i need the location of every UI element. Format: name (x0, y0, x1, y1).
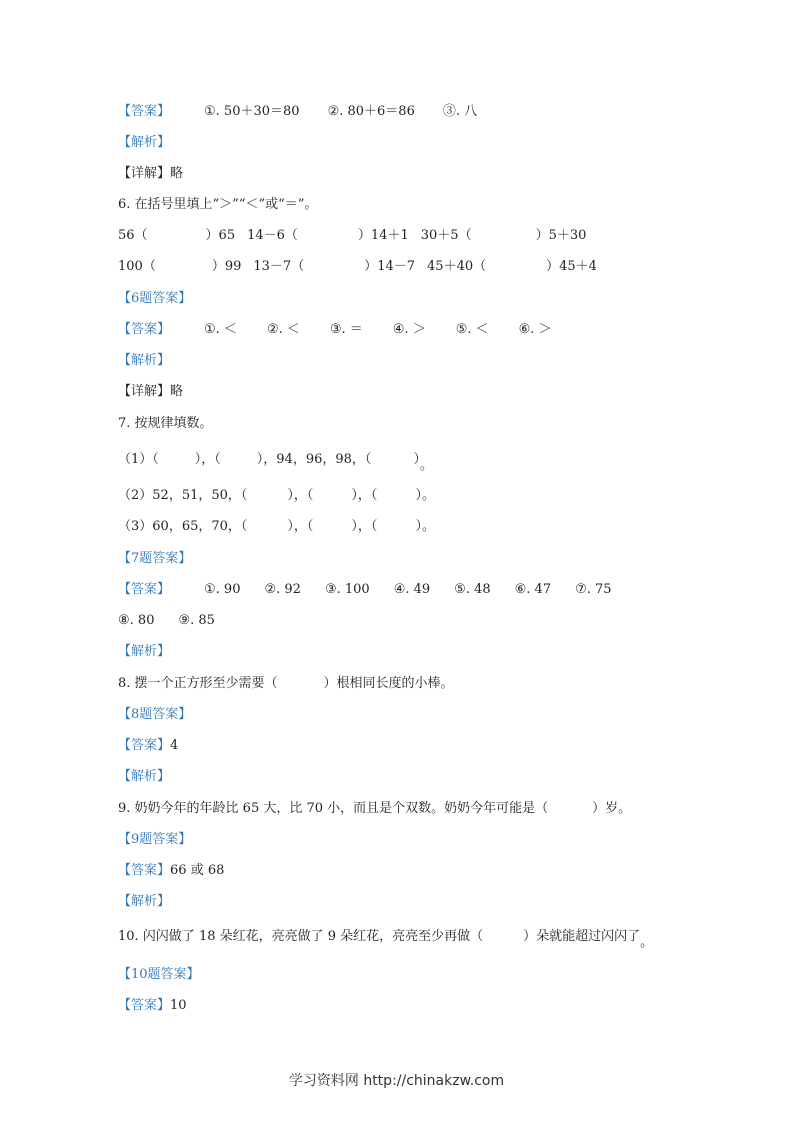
q5-answer-line (118, 103, 477, 121)
footer-watermark: 学习资料网 http://chinakzw.com (288, 1073, 505, 1089)
answer-item: ②. ＜ (266, 322, 300, 337)
analysis-label: 【解析】 (118, 769, 171, 784)
answer-item: ⑤. ＜ (455, 322, 489, 337)
q6-row1 (118, 227, 586, 245)
detail-label: 【详解】 (118, 166, 171, 181)
q6-text: ）5＋30 (535, 228, 587, 243)
q7-text: ） (413, 452, 420, 467)
answer-item: ③. 100 (324, 582, 370, 597)
answer-item: 66 或 68 (170, 863, 225, 878)
q8-answer-line (118, 737, 178, 755)
q9-text: 9. 奶奶今年的年龄比 65 大，比 70 小，而且是个双数。奶奶今年可能是（ (118, 801, 549, 816)
q10-text: 。 (640, 935, 654, 950)
q7-question: 7. 按规律填数。 (118, 416, 213, 431)
q7-line3 (118, 518, 435, 536)
q10-answer-header: 【10题答案】 (118, 967, 200, 982)
q9-text: ）岁。 (592, 801, 632, 816)
detail-text: 略 (170, 166, 184, 181)
q7-text: （1）（ (118, 452, 159, 467)
q10-question (118, 928, 654, 950)
detail-label: 【详解】 (118, 384, 171, 399)
q6-row2 (118, 258, 597, 276)
q9-answer-header: 【9题答案】 (118, 832, 192, 847)
answer-item: ③. 八 (442, 104, 478, 119)
q7-line2 (118, 487, 435, 505)
q6-text: ）14＋1 (357, 228, 409, 243)
answer-label: 【答案】 (118, 582, 171, 597)
q6-detail-line (118, 383, 183, 401)
detail-text: 略 (170, 384, 184, 399)
q10-text: 10. 闪闪做了 18 朵红花，亮亮做了 9 朵红花，亮亮至少再做（ (118, 929, 484, 944)
q10-text: ）朵就能超过闪闪了 (523, 929, 641, 944)
q6-text: ）14－7 (364, 259, 416, 274)
answer-item: ⑨. 85 (178, 613, 215, 628)
answer-item: ⑦. 75 (575, 582, 612, 597)
q6-text: 56（ (118, 228, 148, 243)
answer-label: 【答案】 (118, 863, 171, 878)
q6-question: 6. 在括号里填上“＞”“＜”或“＝”。 (118, 197, 318, 212)
q6-text: 100（ (118, 259, 156, 274)
q8-question (118, 675, 454, 693)
q7-answer-line-2 (118, 612, 215, 630)
q7-answer-header: 【7题答案】 (118, 551, 192, 566)
answer-item: ②. 80＋6＝86 (327, 104, 415, 119)
q8-text: ）根相同长度的小棒。 (323, 676, 454, 691)
answer-item: ⑧. 80 (118, 613, 155, 628)
q9-answer-line (118, 862, 224, 880)
q6-text: 13－7（ (253, 259, 305, 274)
q8-answer-header: 【8题答案】 (118, 707, 192, 722)
q7-text: （2）52，51，50，（ (118, 488, 248, 503)
q6-text: 30＋5（ (420, 228, 472, 243)
q6-text: 45＋40（ (427, 259, 487, 274)
q7-text: ），（ (287, 488, 314, 503)
q7-text: ）。 (415, 519, 435, 534)
answer-item: ①. 50＋30＝80 (204, 104, 300, 119)
q8-text: 8. 摆一个正方形至少需要（ (118, 676, 278, 691)
answer-item: ⑤. 48 (454, 582, 491, 597)
q7-text: ），（ (351, 519, 378, 534)
q7-text: ）。 (415, 488, 435, 503)
q6-text: ）45＋4 (546, 259, 597, 274)
q6-answer-line (118, 321, 552, 339)
answer-label: 【答案】 (118, 738, 171, 753)
q5-detail-line (118, 165, 183, 183)
answer-item: 10 (170, 998, 187, 1013)
answer-item: ⑥. 47 (514, 582, 552, 597)
answer-item: ③. ＝ (329, 322, 363, 337)
q6-answer-header: 【6题答案】 (118, 291, 192, 306)
q7-text: ），（ (351, 488, 378, 503)
answer-item: ①. ＜ (204, 322, 237, 337)
q6-text: 14－6（ (247, 228, 298, 243)
analysis-label: 【解析】 (118, 135, 171, 150)
q7-text: ），（ (287, 519, 314, 534)
answer-label: 【答案】 (118, 104, 171, 119)
analysis-label: 【解析】 (118, 894, 171, 909)
q7-line1 (118, 451, 433, 473)
answer-item: ①. 90 (204, 582, 241, 597)
answer-item: 4 (170, 738, 179, 753)
answer-item: ④. ＞ (392, 322, 426, 337)
analysis-label: 【解析】 (118, 644, 171, 659)
q7-text: ），94，96，98，（ (256, 452, 372, 467)
answer-item: ②. 92 (264, 582, 301, 597)
answer-item: ⑥. ＞ (518, 322, 552, 337)
q9-question (118, 800, 631, 818)
analysis-label: 【解析】 (118, 353, 171, 368)
q6-text: ）65 (205, 228, 236, 243)
q7-answer-line (118, 581, 612, 599)
answer-label: 【答案】 (118, 322, 171, 337)
answer-label: 【答案】 (118, 998, 171, 1013)
q7-text: （3）60，65，70，（ (118, 519, 248, 534)
q7-text: 。 (419, 458, 433, 473)
q6-text: ）99 (211, 259, 242, 274)
q10-answer-line (118, 997, 187, 1015)
answer-item: ④. 49 (393, 582, 431, 597)
q7-text: ），（ (194, 452, 221, 467)
